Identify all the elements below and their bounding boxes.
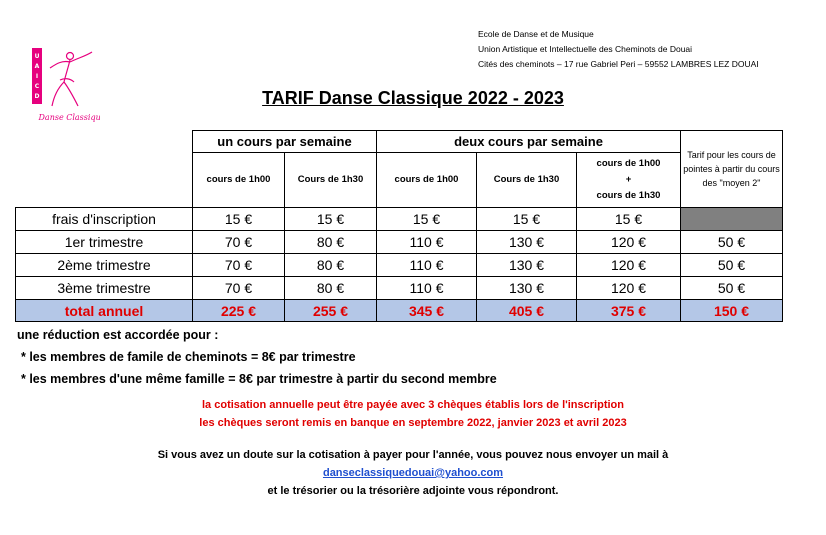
table-row bbox=[16, 277, 783, 300]
contact-section bbox=[0, 446, 826, 500]
group-header-one-course: un cours par semaine bbox=[193, 131, 377, 153]
col-header: cours de 1h00 bbox=[193, 153, 285, 208]
header-line-3: Cités des cheminots – 17 rue Gabriel Peri – 59552 LAMBRES LEZ DOUAI bbox=[478, 59, 759, 69]
svg-text:U: U bbox=[34, 53, 40, 60]
svg-text:C: C bbox=[34, 83, 40, 90]
group-header-two-courses: deux cours par semaine bbox=[377, 131, 681, 153]
table-row bbox=[16, 208, 783, 231]
table-cell: 50 € bbox=[681, 254, 783, 277]
total-row bbox=[16, 300, 783, 322]
table-cell: 80 € bbox=[285, 254, 377, 277]
table-cell: 15 € bbox=[477, 208, 577, 231]
table-cell: 110 € bbox=[377, 277, 477, 300]
row-label: frais d'inscription bbox=[16, 208, 193, 231]
total-cell: 345 € bbox=[377, 300, 477, 322]
page-title: TARIF Danse Classique 2022 - 2023 bbox=[262, 88, 564, 108]
table-cell: 15 € bbox=[285, 208, 377, 231]
table-cell: 50 € bbox=[681, 277, 783, 300]
dancer-logo-icon bbox=[30, 46, 100, 126]
table-cell: 130 € bbox=[477, 277, 577, 300]
school-logo bbox=[30, 46, 100, 126]
table-cell: 110 € bbox=[377, 231, 477, 254]
total-cell: 225 € bbox=[193, 300, 285, 322]
table-cell: 120 € bbox=[577, 231, 681, 254]
table-cell: 130 € bbox=[477, 231, 577, 254]
total-cell: 375 € bbox=[577, 300, 681, 322]
table-cell: 130 € bbox=[477, 254, 577, 277]
header-line-1: Ecole de Danse et de Musique bbox=[478, 29, 594, 39]
total-cell: 150 € bbox=[681, 300, 783, 322]
email-link[interactable]: danseclassiquedouai@yahoo.com bbox=[322, 467, 504, 479]
table-cell: 110 € bbox=[377, 254, 477, 277]
tarif-table bbox=[15, 130, 783, 322]
table-cell: 70 € bbox=[193, 231, 285, 254]
row-label: 3ème trimestre bbox=[16, 277, 193, 300]
table-cell: 70 € bbox=[193, 277, 285, 300]
total-cell: 255 € bbox=[285, 300, 377, 322]
reduction-item: * les membres d'une même famille = 8€ par trimestre à partir du second membre bbox=[21, 372, 497, 386]
table-row bbox=[16, 254, 783, 277]
reduction-item: * les membres de famile de cheminots = 8€ par trimestre bbox=[21, 350, 356, 364]
svg-text:Danse Classique: Danse Classique bbox=[38, 113, 100, 122]
contact-line: et le trésorier ou la trésorière adjointe vous répondront. bbox=[267, 485, 559, 497]
table-cell: 15 € bbox=[193, 208, 285, 231]
reduction-section bbox=[17, 324, 497, 390]
reduction-intro: une réduction est accordée pour : bbox=[17, 328, 219, 342]
table-cell: 50 € bbox=[681, 231, 783, 254]
svg-text:A: A bbox=[34, 63, 40, 70]
table-cell: 120 € bbox=[577, 277, 681, 300]
svg-text:D: D bbox=[34, 93, 40, 100]
table-row bbox=[16, 231, 783, 254]
table-cell: 15 € bbox=[377, 208, 477, 231]
total-label: total annuel bbox=[16, 300, 193, 322]
notice-line: les chèques seront remis en banque en septembre 2022, janvier 2023 et avril 2023 bbox=[199, 417, 627, 429]
contact-line: Si vous avez un doute sur la cotisation à payer pour l'année, vous pouvez nous envoyer un mail à bbox=[157, 449, 669, 461]
table-cell: 15 € bbox=[577, 208, 681, 231]
school-header bbox=[478, 27, 759, 72]
pointes-header: Tarif pour les cours de pointes à partir du cours des "moyen 2" bbox=[681, 131, 783, 208]
row-label: 2ème trimestre bbox=[16, 254, 193, 277]
row-label: 1er trimestre bbox=[16, 231, 193, 254]
table-cell: 80 € bbox=[285, 277, 377, 300]
total-cell: 405 € bbox=[477, 300, 577, 322]
table-cell: 120 € bbox=[577, 254, 681, 277]
col-header: cours de 1h00 bbox=[377, 153, 477, 208]
col-header-combined: cours de 1h00 + cours de 1h30 bbox=[577, 153, 681, 208]
table-cell: 80 € bbox=[285, 231, 377, 254]
col-header: Cours de 1h30 bbox=[477, 153, 577, 208]
header-line-2: Union Artistique et Intellectuelle des Cheminots de Douai bbox=[478, 44, 693, 54]
payment-notice bbox=[0, 396, 826, 432]
notice-line: la cotisation annuelle peut être payée avec 3 chèques établis lors de l'inscription bbox=[202, 399, 624, 411]
table-cell: 70 € bbox=[193, 254, 285, 277]
col-header: Cours de 1h30 bbox=[285, 153, 377, 208]
table-cell-empty bbox=[681, 208, 783, 231]
svg-text:I: I bbox=[35, 73, 39, 80]
